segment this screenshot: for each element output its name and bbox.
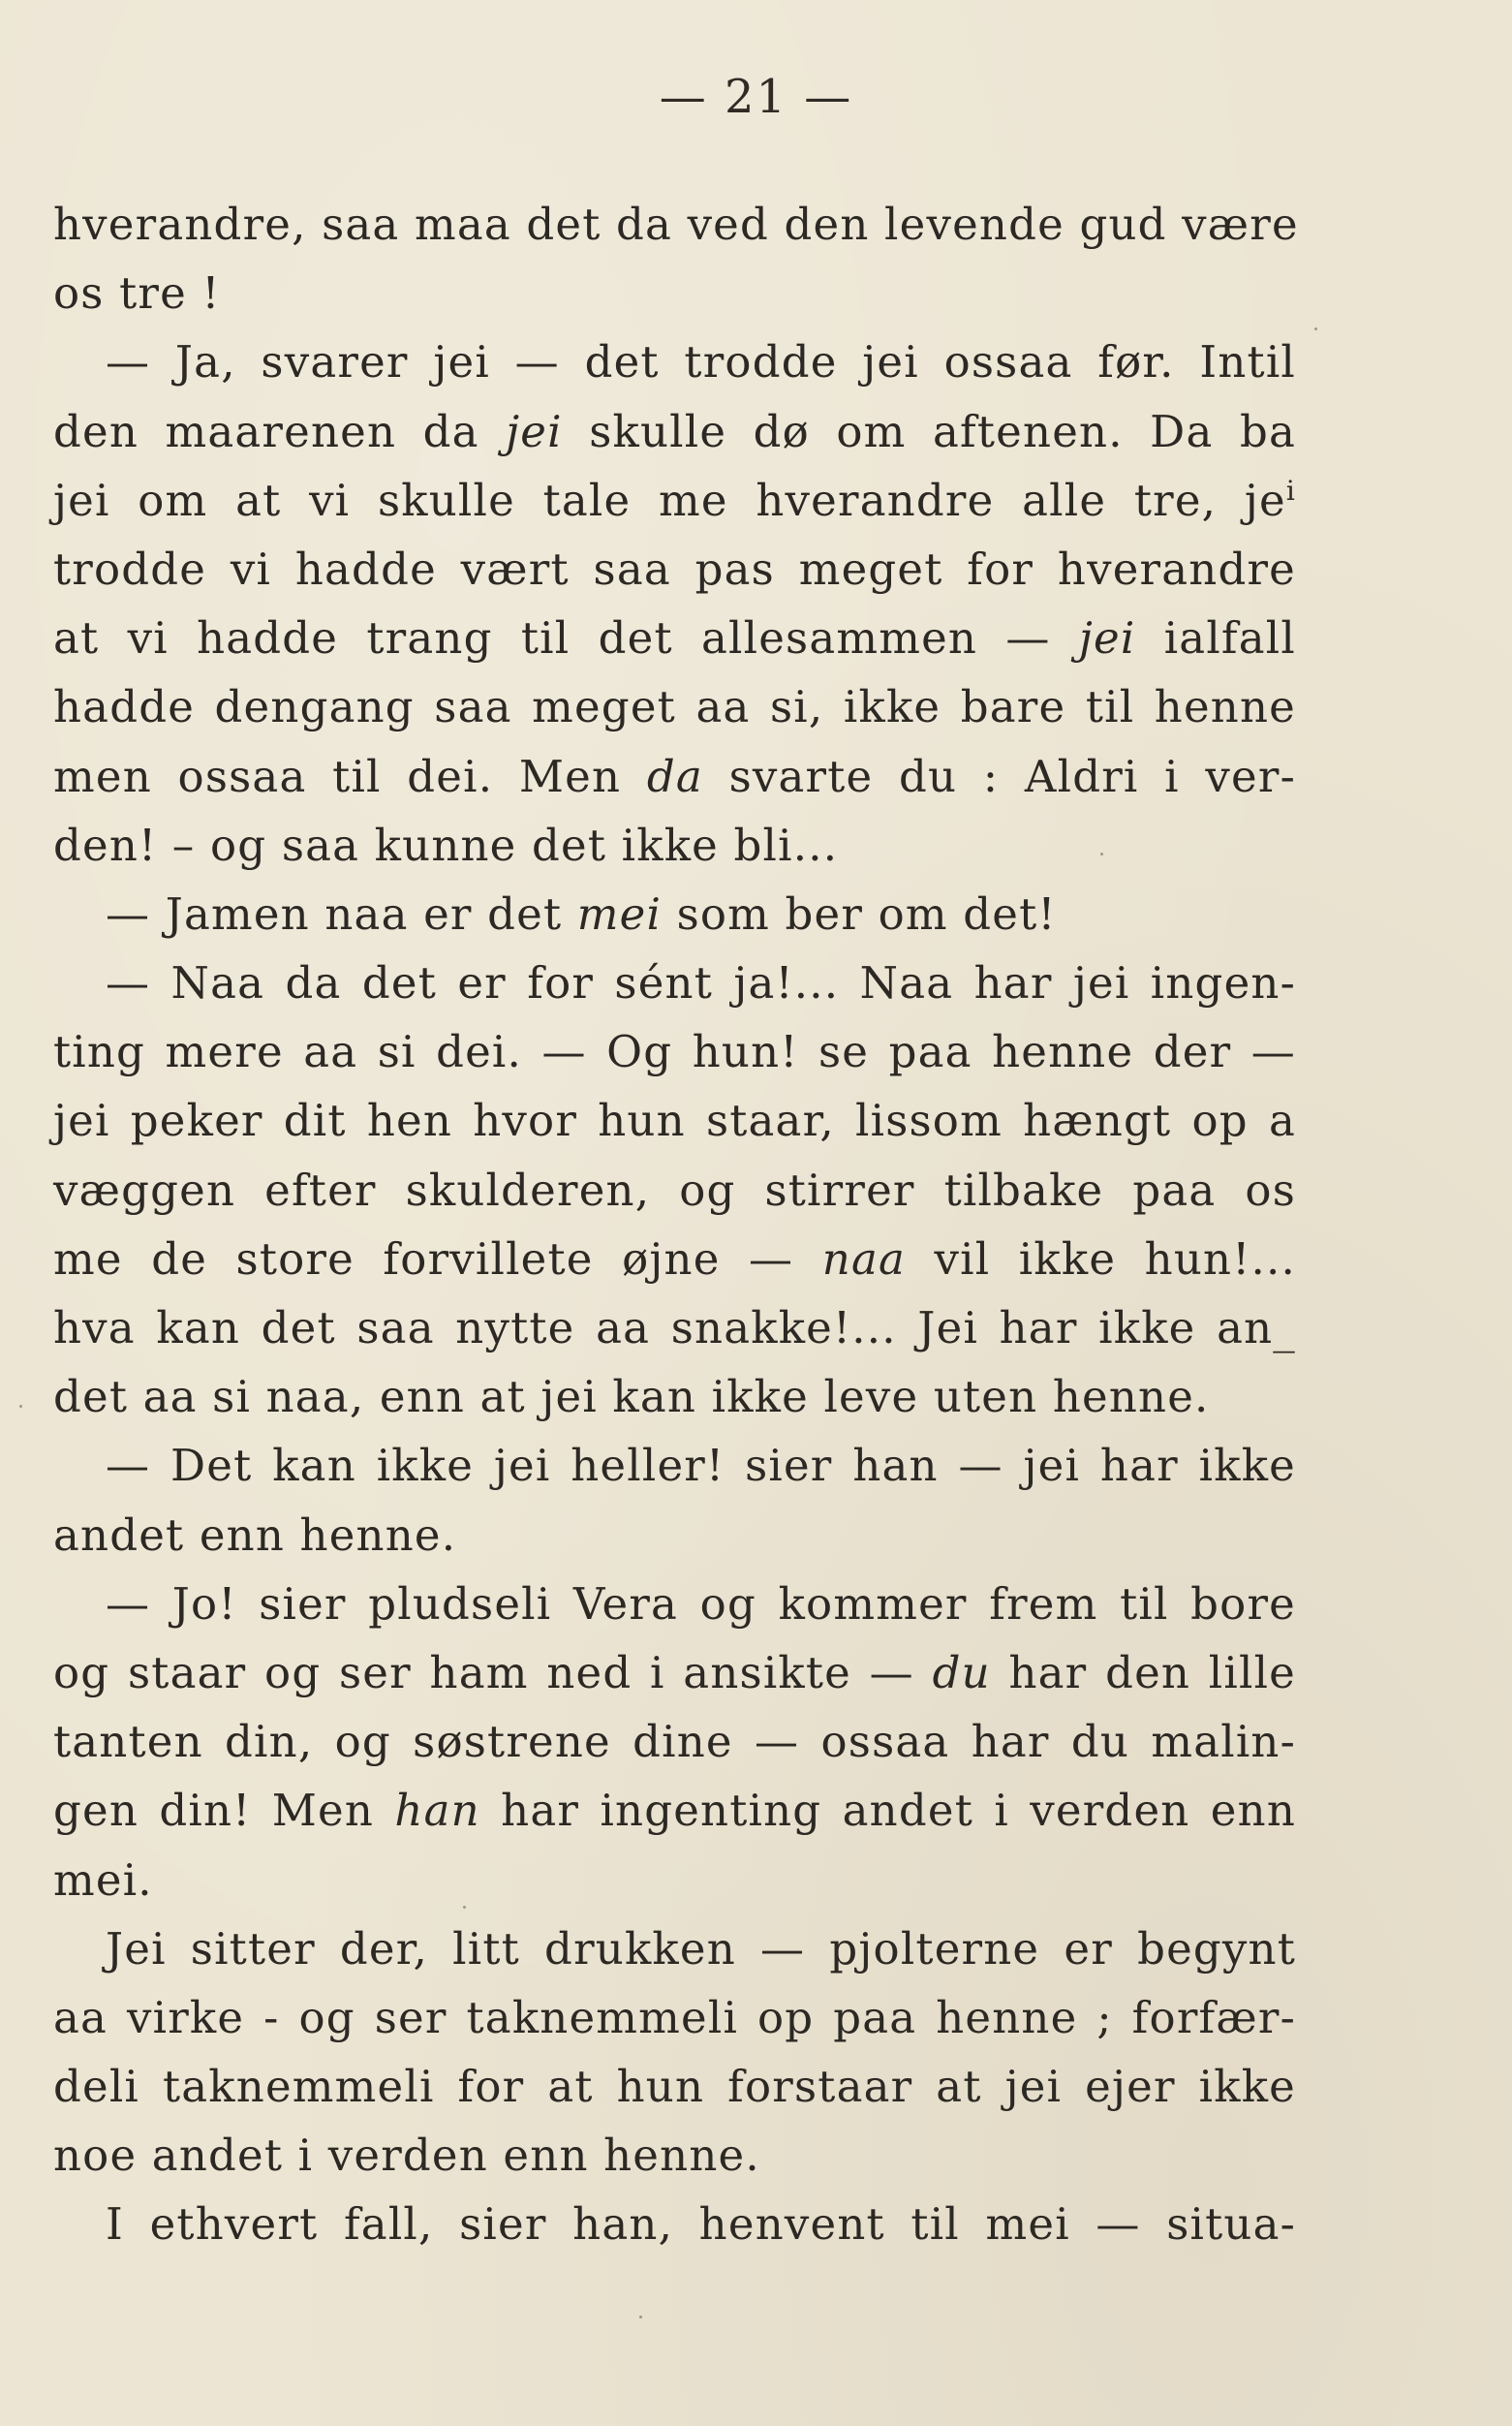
text-line (53, 1776, 1296, 1845)
text-line (53, 949, 1296, 1017)
line-text: jei peker dit hen hvor hun staar, lissom hængt op a (53, 1095, 1296, 1147)
text-line (53, 1501, 1296, 1570)
text-line (53, 1017, 1296, 1086)
line-text: — Ja, svarer jei — det trodde jei ossaa før. Intil (106, 336, 1296, 389)
text-line (53, 1638, 1296, 1707)
line-text: hadde dengang saa meget aa si, ikke bare til henne (53, 681, 1296, 733)
line-text: deli taknemmeli for at hun forstaar at jei ejer ikke (53, 2061, 1296, 2113)
text-line (53, 742, 1296, 811)
text-line (53, 2052, 1296, 2121)
text-line (53, 1914, 1296, 1983)
text-line (53, 880, 1296, 949)
text-line (53, 2190, 1296, 2258)
emphasis-text: jei (1078, 612, 1136, 665)
line-text: væggen efter skulderen, og stirrer tilbake paa os (53, 1164, 1296, 1216)
line-text: har den lille (990, 1646, 1296, 1698)
text-line (53, 1086, 1296, 1155)
text-line (53, 466, 1296, 535)
paper-speck (1100, 853, 1103, 855)
line-text: jei om at vi skulle tale me hverandre alle tre, je (53, 474, 1286, 526)
text-line (53, 259, 1296, 327)
line-text: ialfall (1135, 612, 1296, 665)
emphasis-text: jei (506, 405, 563, 457)
line-text: hverandre, saa maa det da ved den levende gud være (53, 199, 1299, 250)
line-text: tanten din, og søstrene dine — ossaa har du malin- (53, 1716, 1296, 1768)
text-line (53, 811, 1296, 880)
emphasis-text: naa (821, 1232, 907, 1285)
text-line (53, 1362, 1296, 1431)
paper-speck (1314, 327, 1317, 330)
line-text: — Det kan ikke jei heller! sier han — jei har ikke (106, 1440, 1296, 1492)
line-text: I ethvert fall, sier han, henvent til mei — situa- (106, 2198, 1296, 2251)
line-text: ting mere aa si dei. — Og hun! se paa henne der — (53, 1026, 1296, 1078)
line-text: os tre ! (53, 267, 221, 320)
line-text: noe andet i verden enn henne. (53, 2130, 760, 2182)
text-line (53, 327, 1296, 396)
page-number: — 21 — (659, 70, 853, 124)
line-text: men ossaa til dei. Men (53, 750, 647, 802)
line-text: den maarenen da (53, 405, 507, 457)
line-text: svarte du : Aldri i ver- (702, 750, 1296, 802)
text-line (53, 1570, 1296, 1638)
line-text: me de store forvillete øjne — (53, 1232, 822, 1285)
line-text: og staar og ser ham ned i ansikte — (53, 1646, 933, 1698)
text-line (53, 1156, 1296, 1225)
text-line (53, 1983, 1296, 2052)
line-text: trodde vi hadde vært saa pas meget for hverandre (53, 543, 1296, 595)
paper-speck (19, 1405, 22, 1408)
line-text: den! – og saa kunne det ikke bli... (53, 819, 839, 871)
paper-speck (463, 1906, 466, 1909)
emphasis-text: mei (576, 887, 663, 940)
line-text: andet enn henne. (53, 1508, 457, 1561)
superscript-text: i (1285, 474, 1296, 507)
line-text: vil ikke hun!... (906, 1232, 1296, 1285)
line-text: gen din! Men (53, 1785, 395, 1837)
line-text: Jei sitter der, litt drukken — pjolterne er begynt (106, 1922, 1296, 1975)
text-line (53, 1225, 1296, 1293)
line-text: — Naa da det er for sént ja!... Naa har jei ingen- (106, 957, 1296, 1010)
line-text: aa virke - og ser taknemmeli op paa henne ; forfær- (53, 1991, 1296, 2043)
line-text: det aa si naa, enn at jei kan ikke leve uten henne. (53, 1371, 1210, 1423)
text-line (53, 535, 1296, 604)
line-text: mei. (53, 1853, 153, 1906)
line-text: har ingenting andet i verden enn (479, 1785, 1296, 1837)
text-line (53, 397, 1296, 466)
emphasis-text: da (646, 750, 703, 802)
line-text: hva kan det saa nytte aa snakke!... Jei har ikke an_ (53, 1302, 1296, 1353)
text-line (53, 1293, 1296, 1362)
line-text: skulle dø om aftenen. Da ba (562, 405, 1296, 457)
text-line (53, 190, 1299, 259)
line-text: som ber om det! (662, 887, 1057, 940)
text-line (53, 604, 1296, 672)
body-text (53, 190, 1299, 2259)
paper-speck (639, 2316, 642, 2318)
emphasis-text: han (394, 1785, 480, 1837)
text-line (53, 1846, 1296, 1914)
line-text: — Jamen naa er det (106, 887, 577, 940)
line-text: at vi hadde trang til det allesammen — (53, 612, 1079, 665)
text-line (53, 1431, 1296, 1500)
emphasis-text: du (932, 1646, 991, 1698)
line-text: — Jo! sier pludseli Vera og kommer frem til bore (106, 1577, 1296, 1630)
text-line (53, 2121, 1296, 2190)
text-line (53, 672, 1296, 741)
text-line (53, 1707, 1296, 1776)
